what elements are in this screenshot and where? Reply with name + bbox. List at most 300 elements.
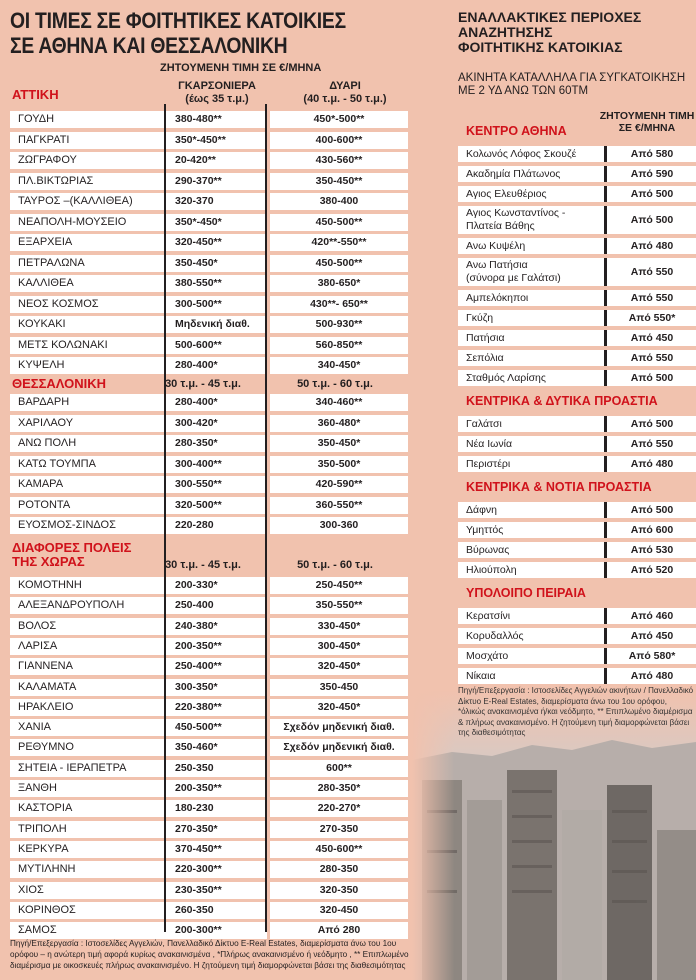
- studio-price: 200-350**: [175, 782, 222, 794]
- area-name: [466, 564, 517, 577]
- list-item: [458, 668, 696, 684]
- row-divider: [604, 238, 607, 254]
- area-price: Από 550*: [628, 312, 676, 324]
- area-price: Από 480: [630, 670, 674, 682]
- row-divider: [604, 416, 607, 432]
- row-divider: [604, 456, 607, 472]
- studio-price: 180-230: [175, 802, 214, 815]
- area-price: Από 550: [630, 438, 674, 450]
- cities-title-line-1: ΔΙΑΦΟΡΕΣ ΠΟΛΕΙΣ: [12, 540, 132, 555]
- two-room-price: Από 280: [270, 922, 408, 939]
- row-name: ΚΟΡΙΝΘΟΣ: [10, 902, 267, 919]
- row-divider: [604, 146, 607, 162]
- two-room-price: 350-500*: [270, 456, 408, 473]
- row-divider: [604, 166, 607, 182]
- row-name: ΣΗΤΕΙΑ - ΙΕΡΑΠΕΤΡΑ: [10, 760, 267, 777]
- row-divider: [604, 648, 607, 664]
- list-item: [458, 290, 696, 306]
- area-name-line: Περιστέρι: [466, 457, 511, 470]
- list-item: [458, 146, 696, 162]
- two-room-price: 380-400: [270, 193, 408, 210]
- area-name: [466, 240, 525, 253]
- row-divider: [604, 370, 607, 386]
- right-section-title: ΥΠΟΛΟΙΠΟ ΠΕΙΡΑΙΑ: [466, 586, 586, 600]
- table-row: [10, 316, 408, 333]
- cities-col1-header: 30 τ.μ. - 45 τ.μ.: [165, 559, 241, 571]
- two-room-price: 330-450*: [270, 618, 408, 635]
- studio-price: 320-370: [175, 195, 214, 207]
- area-name-line: Δάφνη: [466, 503, 497, 516]
- area-name-line: Αμπελόκηποι: [466, 291, 529, 304]
- col1-header: [172, 80, 262, 106]
- page-title: [10, 8, 346, 58]
- area-name: [466, 148, 576, 161]
- studio-price: 230-350**: [175, 883, 222, 896]
- studio-price: 200-300**: [175, 924, 222, 937]
- area-name-line: Υμηττός: [466, 523, 504, 536]
- table-row: [10, 861, 408, 878]
- list-item: [458, 628, 696, 644]
- right-price-header-line-1: ΖΗΤΟΥΜΕΝΗ ΤΙΜΗ: [599, 110, 695, 122]
- right-panel: [412, 0, 696, 980]
- two-room-price: 280-350: [270, 861, 408, 878]
- row-name: ΑΝΩ ΠΟΛΗ: [10, 435, 267, 452]
- studio-price: 300-500**: [175, 297, 222, 310]
- two-room-price: 600**: [270, 760, 408, 777]
- list-item: [458, 562, 696, 578]
- row-divider: [604, 206, 607, 234]
- area-name-line: Γκύζη: [466, 311, 494, 324]
- area-price: Από 600: [630, 524, 674, 536]
- list-item: [458, 350, 696, 366]
- two-room-price: 450-500**: [270, 255, 408, 272]
- area-price: Από 550: [630, 352, 674, 364]
- list-item: [458, 436, 696, 452]
- row-divider: [604, 562, 607, 578]
- two-room-price: 340-450*: [270, 357, 408, 374]
- right-subtitle-line-2: ΜΕ 2 ΥΔ ΑΝΩ ΤΩΝ 60ΤΜ: [458, 85, 589, 97]
- studio-price: 380-550**: [175, 277, 222, 289]
- studio-price: 200-350**: [175, 639, 222, 652]
- studio-price: 280-350*: [175, 437, 218, 449]
- area-name-line: Πατήσια: [466, 331, 505, 344]
- section-title-cities: [12, 541, 131, 569]
- row-divider: [604, 258, 607, 286]
- row-name: ΚΥΨΕΛΗ: [10, 357, 267, 374]
- two-room-price: 320-450: [270, 902, 408, 919]
- column-divider-2: [265, 104, 267, 932]
- table-row: [10, 597, 408, 614]
- area-name: [466, 610, 510, 623]
- table-row: [10, 435, 408, 452]
- table-row: [10, 922, 408, 939]
- row-name: ΡΟΤΟΝΤΑ: [10, 497, 267, 514]
- two-room-price: 400-600**: [270, 132, 408, 149]
- right-footnote: Πηγή/Επεξεργασία : Ιστοσελίδες Αγγελιών ακινήτων / Πανελλαδικό Δίκτυο E-Real Estates, διαμερίσματα άνω του 1ου ορόφου, *όλικώς ανακαινισμένα ή/και νεόδμητο, ** Επιπλωμένο διαμέρισμα & πλήρως ανακαινισμένο. Η ζητούμενη τιμή διαμορφώνεται βάσει της διαθεσιμότητας: [458, 686, 694, 737]
- table-row: [10, 739, 408, 756]
- row-name: ΑΛΕΞΑΝΔΡΟΥΠΟΛΗ: [10, 597, 267, 614]
- price-column-super-header: ΖΗΤΟΥΜΕΝΗ ΤΙΜΗ ΣΕ €/ΜΗΝΑ: [160, 62, 322, 74]
- table-row: [10, 214, 408, 231]
- list-item: [458, 542, 696, 558]
- studio-price: 270-350*: [175, 822, 218, 835]
- table-row: [10, 255, 408, 272]
- studio-price: 300-550**: [175, 478, 222, 490]
- area-name-line: Κορυδαλλός: [466, 629, 524, 642]
- table-row: [10, 152, 408, 169]
- row-name: ΡΕΘΥΜΝΟ: [10, 739, 267, 756]
- row-divider: [604, 330, 607, 346]
- table-row: [10, 679, 408, 696]
- table-row: [10, 111, 408, 128]
- row-name: ΧΑΝΙΑ: [10, 719, 267, 736]
- area-price: Από 580: [630, 148, 674, 160]
- two-room-price: 430-560**: [270, 152, 408, 169]
- studio-price: 300-350*: [175, 680, 218, 693]
- studio-price: 250-400**: [175, 660, 222, 673]
- area-name-line: Αγιος Ελευθέριος: [466, 187, 547, 200]
- table-row: [10, 394, 408, 411]
- list-item: [458, 310, 696, 326]
- row-name: ΚΑΣΤΟΡΙΑ: [10, 800, 267, 817]
- row-name: ΚΑΤΩ ΤΟΥΜΠΑ: [10, 456, 267, 473]
- studio-price: 350*-450*: [175, 215, 222, 228]
- studio-price: Μηδενική διαθ.: [175, 318, 250, 330]
- area-name-line: Ανω Κυψέλη: [466, 239, 526, 252]
- two-room-price: 300-360: [270, 517, 408, 534]
- list-item: [458, 522, 696, 538]
- col2-header: [280, 80, 410, 106]
- area-name-line: Γαλάτσι: [466, 417, 502, 430]
- table-row: [10, 882, 408, 899]
- list-item: [458, 502, 696, 518]
- table-row: [10, 618, 408, 635]
- table-row: [10, 658, 408, 675]
- two-room-price: 560-850**: [270, 337, 408, 354]
- studio-price: 280-400*: [175, 359, 218, 371]
- list-item: [458, 206, 696, 234]
- area-price: Από 500: [630, 372, 674, 384]
- col1-header-line-1: ΓΚΑΡΣΟΝΙΕΡΑ: [178, 80, 256, 92]
- row-name: ΝΕΑΠΟΛΗ-ΜΟΥΣΕΙΟ: [10, 214, 267, 231]
- two-room-price: 350-450**: [270, 173, 408, 190]
- studio-price: 320-500**: [175, 498, 222, 511]
- table-row: [10, 497, 408, 514]
- row-name: ΧΙΟΣ: [10, 882, 267, 899]
- list-item: [458, 238, 696, 254]
- two-room-price: 250-450**: [270, 577, 408, 594]
- thess-col2-header: 50 τ.μ. - 60 τ.μ.: [297, 378, 373, 390]
- studio-price: 250-400: [175, 599, 214, 612]
- list-item: [458, 258, 696, 286]
- row-name: ΚΑΛΑΜΑΤΑ: [10, 679, 267, 696]
- footnote: Πηγή/Επεξεργασία : Ιστοσελίδες Αγγελιών, Πανελλαδικό Δίκτυο E-Real Estates, διαμερίσματα άνω του 1ου ορόφου – η ανώτερη τιμή αφορά κυρίως ανακαινισμένα , *Πλήρως ανακαινισμένο ή νεόδμητο , ** Επιπλωμένο διαμέρισμα με οικοσκευές πλήρως ανακαινισμένο. Η ζητούμενη τιμή διαμορφώνεται βάσει της διαθεσιμότητας: [10, 939, 409, 970]
- right-section-title: ΚΕΝΤΡΙΚΑ & ΔΥΤΙΚΑ ΠΡΟΑΣΤΙΑ: [466, 394, 658, 408]
- area-name-line: Βύρωνας: [466, 543, 510, 556]
- studio-price: 220-300**: [175, 863, 222, 876]
- list-item: [458, 330, 696, 346]
- area-price: Από 480: [630, 240, 674, 252]
- row-divider: [604, 502, 607, 518]
- table-row: [10, 517, 408, 534]
- area-price: Από 580*: [628, 650, 676, 662]
- table-row: [10, 719, 408, 736]
- area-name-line: Κερατσίνι: [466, 609, 511, 622]
- right-subtitle-line-1: ΑΚΙΝΗΤΑ ΚΑΤΑΛΛΗΛΑ ΓΙΑ ΣΥΓΚΑΤΟΙΚΗΣΗ: [458, 72, 686, 84]
- two-room-price: 320-450*: [270, 699, 408, 716]
- area-name: [466, 524, 503, 537]
- table-row: [10, 234, 408, 251]
- table-row: [10, 275, 408, 292]
- thess-col1-header: 30 τ.μ. - 45 τ.μ.: [165, 378, 241, 390]
- table-row: [10, 699, 408, 716]
- area-name-line: (σύνορα με Γαλάτσι): [466, 272, 561, 284]
- col1-header-line-2: (έως 35 τ.μ.): [185, 93, 249, 105]
- row-name: ΚΕΡΚΥΡΑ: [10, 841, 267, 858]
- table-row: [10, 476, 408, 493]
- row-name: ΛΑΡΙΣΑ: [10, 638, 267, 655]
- area-name: [466, 352, 504, 365]
- row-name: ΒΟΛΟΣ: [10, 618, 267, 635]
- row-name: ΓΙΑΝΝΕΝΑ: [10, 658, 267, 675]
- row-name: ΜΕΤΣ ΚΟΛΩΝΑΚΙ: [10, 337, 267, 354]
- row-name: ΧΑΡΙΛΑΟΥ: [10, 415, 267, 432]
- area-name-line: Σεπόλια: [466, 351, 504, 364]
- two-room-price: 280-350*: [270, 780, 408, 797]
- studio-price: 260-350: [175, 903, 214, 916]
- table-row: [10, 780, 408, 797]
- two-room-price: 300-450*: [270, 638, 408, 655]
- list-item: [458, 186, 696, 202]
- table-row: [10, 902, 408, 919]
- row-divider: [604, 436, 607, 452]
- table-row: [10, 821, 408, 838]
- two-room-price: 380-650*: [270, 275, 408, 292]
- two-room-price: 360-550**: [270, 497, 408, 514]
- two-room-price: 270-350: [270, 821, 408, 838]
- right-price-header: [597, 110, 696, 134]
- col2-header-line-2: (40 τ.μ. - 50 τ.μ.): [303, 93, 387, 105]
- area-name: [466, 670, 496, 683]
- area-name: [466, 544, 509, 557]
- row-name: ΝΕΟΣ ΚΟΣΜΟΣ: [10, 296, 267, 313]
- row-name: ΚΑΛΛΙΘΕΑ: [10, 275, 267, 292]
- right-price-header-line-2: ΣΕ €/ΜΗΝΑ: [618, 122, 676, 134]
- row-divider: [604, 522, 607, 538]
- area-name-line: Μοσχάτο: [466, 649, 509, 662]
- area-name: [466, 650, 508, 663]
- right-section-title: ΚΕΝΤΡΟ ΑΘΗΝΑ: [466, 124, 567, 138]
- row-name: ΞΑΝΘΗ: [10, 780, 267, 797]
- studio-price: 500-600**: [175, 338, 222, 351]
- studio-price: 300-400**: [175, 457, 222, 470]
- table-row: [10, 132, 408, 149]
- list-item: [458, 456, 696, 472]
- right-title-line-2: ΑΝΑΖΗΤΗΣΗΣ: [458, 24, 553, 40]
- area-name: [466, 188, 547, 201]
- table-row: [10, 337, 408, 354]
- table-row: [10, 296, 408, 313]
- area-price: Από 550: [630, 266, 674, 278]
- table-row: [10, 415, 408, 432]
- list-item: [458, 370, 696, 386]
- two-room-price: 320-450*: [270, 658, 408, 675]
- list-item: [458, 608, 696, 624]
- area-price: Από 520: [630, 564, 674, 576]
- studio-price: 200-330*: [175, 579, 218, 591]
- area-price: Από 590: [630, 168, 674, 180]
- table-row: [10, 577, 408, 594]
- area-name: [466, 168, 560, 181]
- two-room-price: 360-480*: [270, 415, 408, 432]
- area-name-line: Σταθμός Λαρίσης: [466, 371, 546, 384]
- area-name-line: Ηλιούπολη: [466, 563, 517, 576]
- area-name: [466, 438, 512, 451]
- two-room-price: 350-450: [270, 679, 408, 696]
- list-item: [458, 648, 696, 664]
- area-name: [466, 292, 528, 305]
- two-room-price: 500-930**: [270, 316, 408, 333]
- studio-price: 220-280: [175, 519, 214, 531]
- area-name: [466, 259, 561, 285]
- section-title-attiki: ΑΤΤΙΚΗ: [12, 87, 59, 102]
- cities-col2-header: 50 τ.μ. - 60 τ.μ.: [297, 559, 373, 571]
- row-divider: [604, 350, 607, 366]
- area-price: Από 500: [630, 214, 674, 226]
- area-name-line: Ανω Πατήσια: [466, 259, 528, 271]
- col2-header-line-1: ΔΥΑΡΙ: [329, 80, 361, 92]
- title-line-1: ΟΙ ΤΙΜΕΣ ΣΕ ΦΟΙΤΗΤΙΚΕΣ ΚΑΤΟΙΚΙΕΣ: [10, 8, 346, 33]
- table-row: [10, 841, 408, 858]
- table-row: [10, 456, 408, 473]
- table-row: [10, 173, 408, 190]
- row-divider: [604, 608, 607, 624]
- row-divider: [604, 668, 607, 684]
- two-room-price: 450-500**: [270, 214, 408, 231]
- studio-price: 370-450**: [175, 842, 222, 855]
- area-price: Από 500: [630, 418, 674, 430]
- right-title: [458, 10, 641, 55]
- area-name-line: Κολωνός Λόφος Σκουζέ: [466, 147, 577, 160]
- table-row: [10, 638, 408, 655]
- area-price: Από 450: [630, 332, 674, 344]
- row-name: ΠΕΤΡΑΛΩΝΑ: [10, 255, 267, 272]
- row-name: ΗΡΑΚΛΕΙΟ: [10, 699, 267, 716]
- studio-price: 350*-450**: [175, 133, 226, 146]
- two-room-price: 340-460**: [270, 394, 408, 411]
- section-title-thessaloniki: ΘΕΣΣΑΛΟΝΙΚΗ: [12, 376, 106, 391]
- row-name: ΒΑΡΔΑΡΗ: [10, 394, 267, 411]
- area-name-line: Πλατεία Βάθης: [466, 220, 535, 232]
- two-room-price: 350-450*: [270, 435, 408, 452]
- studio-price: 290-370**: [175, 174, 222, 187]
- area-price: Από 480: [630, 458, 674, 470]
- column-divider-1: [164, 104, 166, 932]
- row-name: ΕΥΟΣΜΟΣ-ΣΙΝΔΟΣ: [10, 517, 267, 534]
- studio-price: 450-500**: [175, 721, 222, 734]
- studio-price: 380-480**: [175, 113, 222, 125]
- table-row: [10, 357, 408, 374]
- area-price: Από 550: [630, 292, 674, 304]
- row-name: ΖΩΓΡΑΦΟΥ: [10, 152, 267, 169]
- area-price: Από 530: [630, 544, 674, 556]
- studio-price: 20-420**: [175, 154, 216, 166]
- title-line-2: ΣΕ ΑΘΗΝΑ ΚΑΙ ΘΕΣΣΑΛΟΝΙΚΗ: [10, 33, 288, 58]
- row-name: ΜΥΤΙΛΗΝΗ: [10, 861, 267, 878]
- row-divider: [604, 628, 607, 644]
- studio-price: 320-450**: [175, 236, 222, 248]
- two-room-price: 420-590**: [270, 476, 408, 493]
- row-name: ΣΑΜΟΣ: [10, 922, 267, 939]
- right-subtitle: [458, 72, 685, 98]
- area-name: [466, 207, 565, 233]
- row-name: ΠΑΓΚΡΑΤΙ: [10, 132, 267, 149]
- table-row: [10, 760, 408, 777]
- table-row: [10, 800, 408, 817]
- list-item: [458, 166, 696, 182]
- area-name: [466, 312, 493, 325]
- row-name: ΚΟΜΟΤΗΝΗ: [10, 577, 267, 594]
- right-section-title: ΚΕΝΤΡΙΚΑ & ΝΟΤΙΑ ΠΡΟΑΣΤΙΑ: [466, 480, 652, 494]
- two-room-price: 420**-550**: [270, 234, 408, 251]
- row-divider: [604, 542, 607, 558]
- studio-price: 220-380**: [175, 700, 222, 713]
- row-name: ΓΟΥΔΗ: [10, 111, 267, 128]
- area-name: [466, 458, 510, 471]
- row-divider: [604, 186, 607, 202]
- area-name: [466, 630, 524, 643]
- table-row: [10, 193, 408, 210]
- studio-price: 350-460*: [175, 741, 218, 754]
- two-room-price: 320-350: [270, 882, 408, 899]
- two-room-price: Σχεδόν μηδενική διαθ.: [270, 719, 408, 736]
- two-room-price: 350-550**: [270, 597, 408, 614]
- area-name-line: Αγιος Κωνσταντίνος -: [466, 207, 566, 219]
- area-price: Από 450: [630, 630, 674, 642]
- area-name-line: Ακαδημία Πλάτωνος: [466, 167, 561, 180]
- row-name: ΠΛ.ΒΙΚΤΩΡΙΑΣ: [10, 173, 267, 190]
- studio-price: 280-400*: [175, 396, 218, 408]
- right-title-line-1: ΕΝΑΛΛΑΚΤΙΚΕΣ ΠΕΡΙΟΧΕΣ: [458, 9, 642, 25]
- row-name: ΤΡΙΠΟΛΗ: [10, 821, 267, 838]
- area-price: Από 500: [630, 188, 674, 200]
- list-item: [458, 416, 696, 432]
- right-title-line-3: ΦΟΙΤΗΤΙΚΗΣ ΚΑΤΟΙΚΙΑΣ: [458, 39, 623, 55]
- row-name: ΚΟΥΚΑΚΙ: [10, 316, 267, 333]
- area-name: [466, 332, 505, 345]
- studio-price: 300-420*: [175, 416, 218, 429]
- studio-price: 350-450*: [175, 256, 218, 269]
- studio-price: 240-380*: [175, 619, 218, 632]
- row-name: ΕΞΑΡΧΕΙΑ: [10, 234, 267, 251]
- row-name: ΤΑΥΡΟΣ –(ΚΑΛΛΙΘΕΑ): [10, 193, 267, 210]
- cities-title-line-2: ΤΗΣ ΧΩΡΑΣ: [12, 554, 85, 569]
- two-room-price: 220-270*: [270, 800, 408, 817]
- area-price: Από 460: [630, 610, 674, 622]
- two-room-price: 450*-500**: [270, 111, 408, 128]
- area-name-line: Νίκαια: [466, 669, 496, 682]
- area-name: [466, 418, 502, 431]
- two-room-price: 430**- 650**: [270, 296, 408, 313]
- area-name: [466, 372, 546, 385]
- area-name-line: Νέα Ιωνία: [466, 437, 513, 450]
- row-divider: [604, 290, 607, 306]
- studio-price: 250-350: [175, 761, 214, 774]
- row-divider: [604, 310, 607, 326]
- two-room-price: 450-600**: [270, 841, 408, 858]
- area-price: Από 500: [630, 504, 674, 516]
- two-room-price: Σχεδόν μηδενική διαθ.: [270, 739, 408, 756]
